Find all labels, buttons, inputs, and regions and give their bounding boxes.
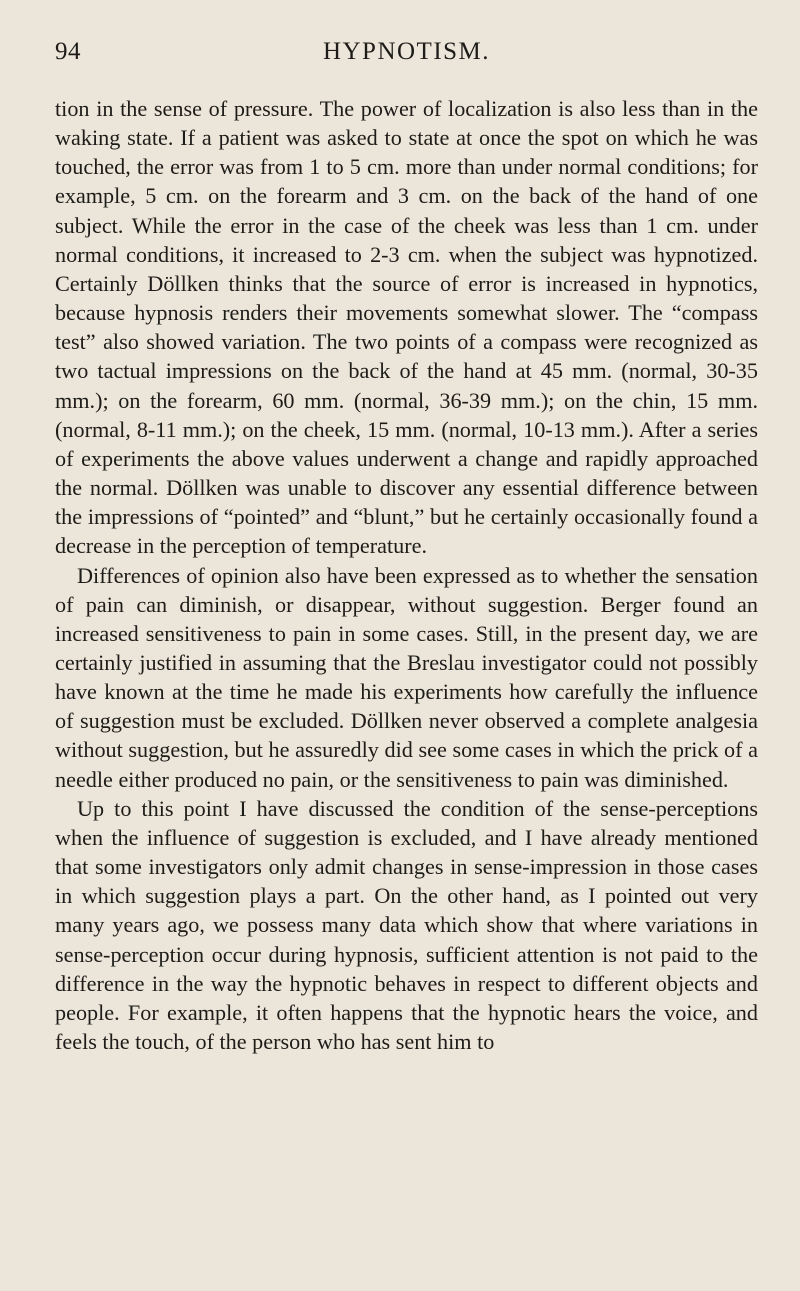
paragraph-continuation: tion in the sense of pressure. The power of localization is also less than in the waking state. If a patient was asked to state at once the spot on which he was touched, the error was from 1 to 5 cm. more than under normal conditions; for example, 5 cm. on the forearm and 3 cm. on the back of the hand of one subject. While the error in the case of the cheek was less than 1 cm. under normal conditions, it increased to 2-3 cm. when the subject was hypnotized. Certainly Döllken thinks that the source of error is increased in hypnotics, because hypnosis renders their movements somewhat slower. The “compass test” also showed variation. The two points of a compass were recognized as two tactual impressions on the back of the hand at 45 mm. (normal, 30-35 mm.); on the forearm, 60 mm. (normal, 36-39 mm.); on the chin, 15 mm. (normal, 8-11 mm.); on the cheek, 15 mm. (normal, 10-13 mm.). After a series of experiments the above values underwent a change and rapidly approached the normal. Döllken was unable to discover any essential difference between the impressions of “pointed” and “blunt,” but he certainly occasionally found a decrease in the perception of temperature.	[55, 96, 758, 559]
paragraph-pain-sensation: Differences of opinion also have been expressed as to whether the sensation of pain can diminish, or disappear, without suggestion. Berger found an increased sensitiveness to pain in some cases. Still, in the present day, we are certainly justified in assuming that the Breslau investigator could not possibly have known at the time he made his experiments how carefully the influence of suggestion must be excluded. Döllken never observed a complete analgesia without suggestion, but he assuredly did see some cases in which the prick of a needle either produced no pain, or the sensitiveness to pain was diminished.	[55, 562, 758, 792]
page-number: 94	[55, 38, 81, 65]
page-header	[55, 38, 758, 72]
paragraph-sense-perceptions: Up to this point I have discussed the condition of the sense-perceptions when the influence of suggestion is excluded, and I have already mentioned that some investigators only admit changes in sense-impression in those cases in which suggestion plays a part. On the other hand, as I pointed out very many years ago, we possess many data which show that where variations in sense-perception occur during hypnosis, sufficient attention is not paid to the difference in the way the hypnotic behaves in respect to different objects and people. For example, it often happens that the hypnotic hears the voice, and feels the touch, of the person who has sent him to	[55, 795, 758, 1054]
running-head: HYPNOTISM.	[322, 38, 491, 65]
body-text	[55, 94, 758, 1056]
